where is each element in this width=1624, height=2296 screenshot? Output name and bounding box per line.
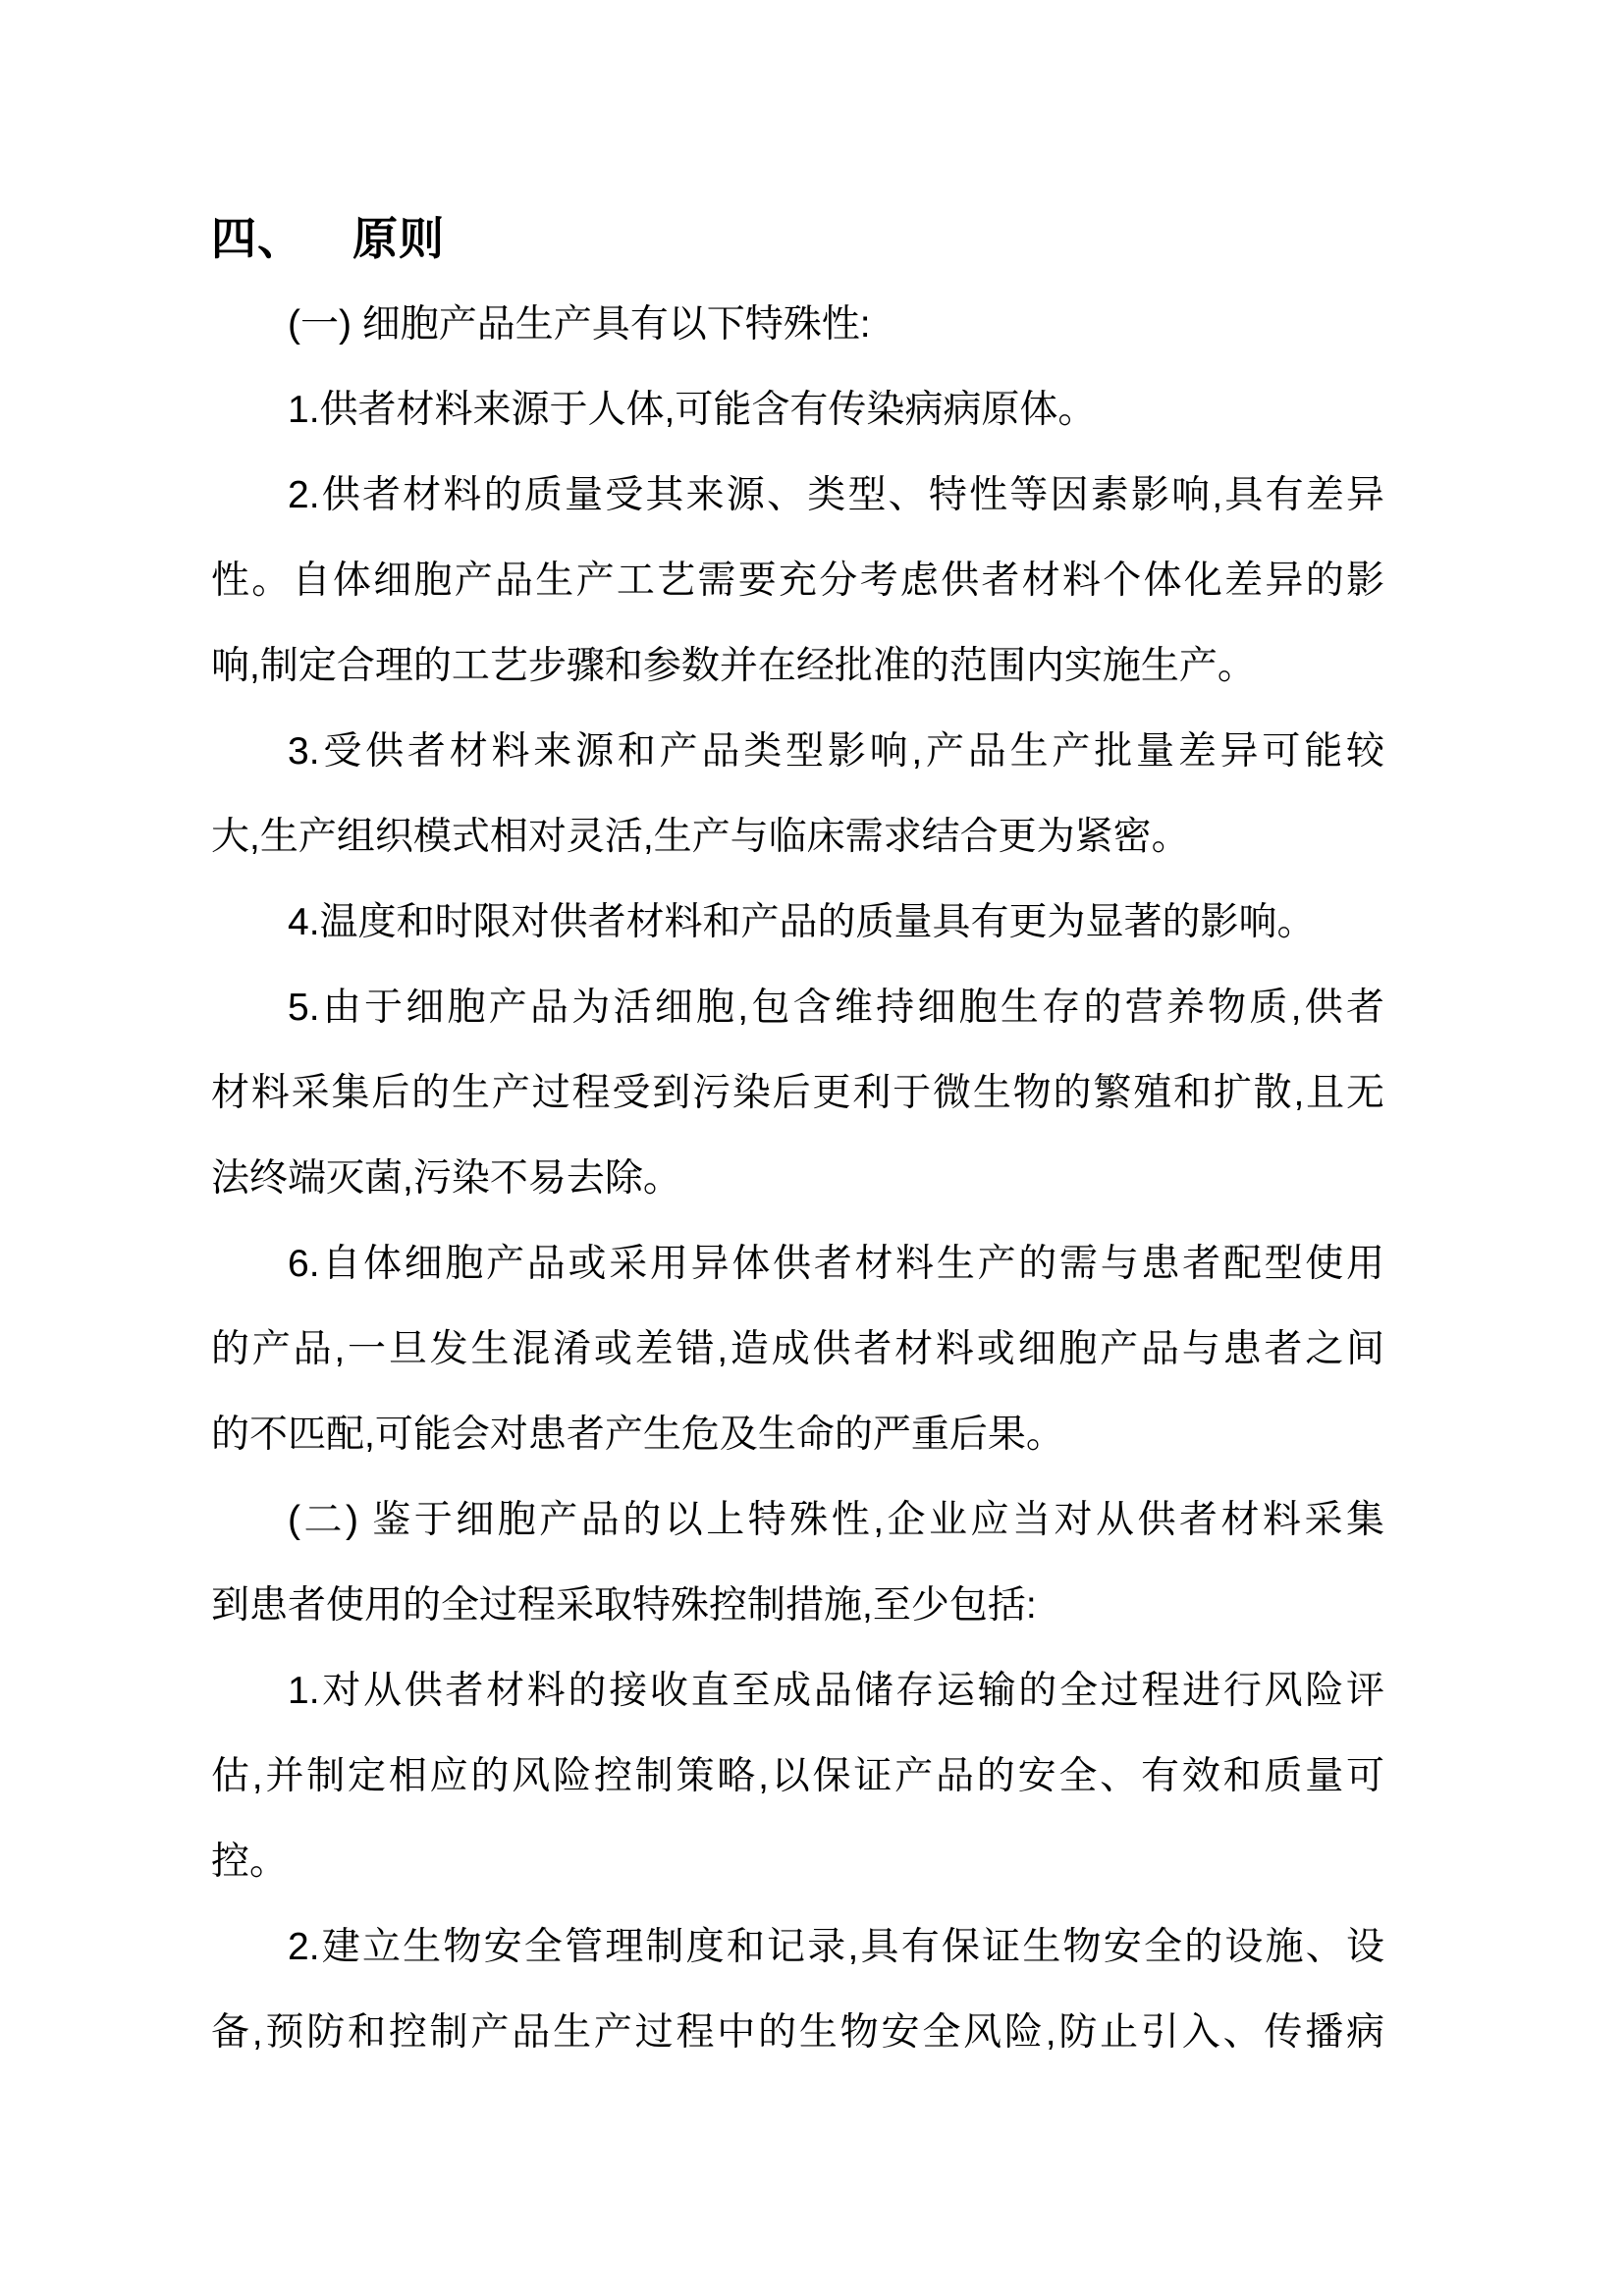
section-heading: [211, 196, 1384, 282]
text-line: 3.受供者材料来源和产品类型影响,产品生产批量差异可能较: [288, 730, 1384, 773]
text-line: 4.温度和时限对供者材料和产品的质量具有更为显著的影响。: [288, 901, 1316, 943]
text-line: 法终端灭菌,污染不易去除。: [211, 1157, 681, 1200]
text-line: 1.对从供者材料的接收直至成品储存运输的全过程进行风险评: [288, 1670, 1384, 1712]
text-line: 材料采集后的生产过程受到污染后更利于微生物的繁殖和扩散,且无: [211, 1072, 1384, 1114]
text-line: 6.自体细胞产品或采用异体供者材料生产的需与患者配型使用: [288, 1243, 1384, 1285]
text-line: 备,预防和控制产品生产过程中的生物安全风险,防止引入、传播病: [211, 2011, 1384, 2054]
text-line: (一) 细胞产品生产具有以下特殊性:: [288, 303, 871, 346]
text-line: 控。: [211, 1841, 289, 1883]
text-line: 5.由于细胞产品为活细胞,包含维持细胞生存的营养物质,供者: [288, 987, 1384, 1029]
text-line: 性。自体细胞产品生产工艺需要充分考虑供者材料个体化差异的影: [211, 560, 1384, 602]
section-number: 四、: [211, 213, 303, 264]
text-line: 的产品,一旦发生混淆或差错,造成供者材料或细胞产品与患者之间: [211, 1328, 1384, 1370]
text-line: 2.建立生物安全管理制度和记录,具有保证生物安全的设施、设: [288, 1926, 1384, 1968]
text-line: 1.供者材料来源于人体,可能含有传染病病原体。: [288, 389, 1097, 431]
text-line: 到患者使用的全过程采取特殊控制措施,至少包括:: [211, 1584, 1037, 1627]
text-line: 大,生产组织模式相对灵活,生产与临床需求结合更为紧密。: [211, 816, 1190, 858]
document-body: [211, 282, 1384, 2075]
text-line: (二) 鉴于细胞产品的以上特殊性,企业应当对从供者材料采集: [288, 1499, 1384, 1541]
text-line: 响,制定合理的工艺步骤和参数并在经批准的范围内实施生产。: [211, 645, 1256, 687]
text-line: 2.供者材料的质量受其来源、类型、特性等因素影响,具有差异: [288, 474, 1384, 516]
text-line: 估,并制定相应的风险控制策略,以保证产品的安全、有效和质量可: [211, 1755, 1384, 1797]
text-line: 的不匹配,可能会对患者产生危及生命的严重后果。: [211, 1414, 1064, 1456]
section-title: 原则: [352, 213, 445, 264]
